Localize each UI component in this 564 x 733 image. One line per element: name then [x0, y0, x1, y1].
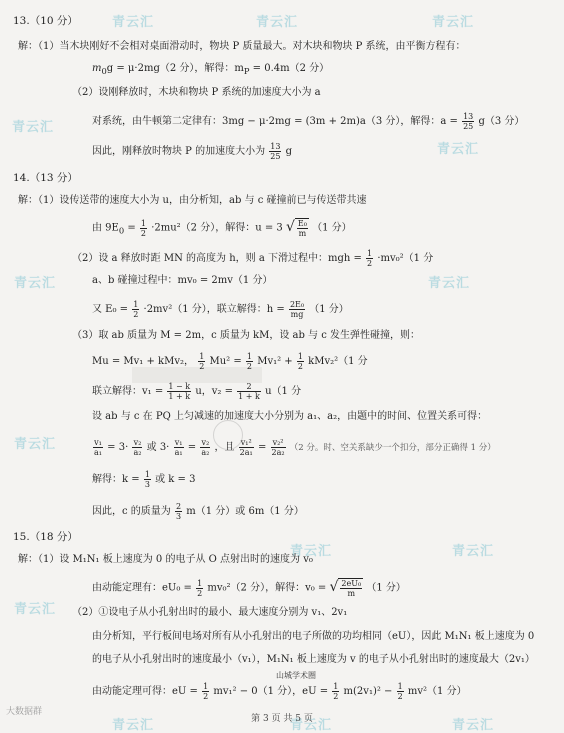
fraction: $\frac{2}{3}$: [175, 502, 182, 521]
watermark: 青云汇: [256, 15, 299, 30]
q14-line: （2）设 a 释放时距 MN 的高度为 h，则 a 下滑过程中：mgh = $\frac{1}{2}$ ·mv₀²（1 分: [72, 249, 434, 268]
fraction: $\frac{\text{v₂}}{\text{a₂}}$: [201, 438, 210, 457]
fraction: $\frac{1}{2}$: [367, 249, 373, 268]
fraction: $\frac{1}{2}$: [297, 352, 303, 371]
fraction: $\frac{\text{v₁²}}{\text{2a₁}}$: [239, 438, 253, 457]
q15-heading: 15.（18 分）: [13, 531, 78, 543]
fraction: $\frac{1}{2}$: [333, 682, 339, 701]
q15-line: 由动能定理可得：eU = $\frac{1}{2}$ mv₁² − 0（1 分），eU = $\frac{1}{2}$ m(2v₁)² − $\frac{1}{2}$ mv²（1 分）: [92, 682, 467, 701]
watermark: 青云汇: [14, 276, 57, 291]
watermark: 青云汇: [290, 718, 333, 733]
watermark: 青云汇: [452, 544, 495, 559]
q15-line: 由动能定理有：eU₀ = $\frac{1}{2}$ mv₀²（2 分），解得：v₀ = √ $\frac{\text{2eU₀}}{m}$ （1 分）: [92, 578, 406, 598]
q14-heading: 14.（13 分）: [13, 172, 78, 184]
watermark: 青云汇: [112, 15, 155, 30]
q14-line: （3）取 ab 质量为 M = 2m，c 质量为 kM，设 ab 与 c 发生弹性碰撞，则：: [72, 330, 421, 341]
q14-line: 因此，c 的质量为 $\frac{2}{3}$ m（1 分）或 6m（1 分）: [92, 502, 304, 521]
q14-line: 解：（1）设传送带的速度大小为 u，由分析知，ab 与 c 碰撞前已与传送带共速: [18, 195, 367, 206]
fraction: $\frac{1}{2}$: [203, 682, 209, 701]
q15-line: 的电子从小孔射出时的速度最小（v₁），M₁N₁ 板上速度为 v 的电子从小孔射出时的速度最大（2v₁）: [92, 654, 535, 665]
q14-line: $\frac{\text{v₁}}{\text{a₁}}$ = 3· $\frac{\text{v₂}}{\text{a₂}}$ 或 3· $\frac{\text{v₁}}{\text{a₁}}$ = $\frac{\text{v₂}}{\text{a₂}}$ ，且 $\frac{\text{v₁²}}{\text{2a₁}}$ = $\frac{\text{v₂²}}{\text{2a₂}}$ （2 分。时、空关系缺少一个扣分，部分正确得 1 分）: [94, 438, 496, 457]
fraction: $\frac{\text{v₂²}}{\text{2a₂}}$: [271, 438, 285, 457]
square-root: √ $\frac{\text{2eU₀}}{m}$: [329, 579, 362, 598]
q13-line: 解：（1）当木块刚好不会相对桌面滑动时，物块 P 质量最大。对木块和物块 P 系统，由平衡方程有：: [18, 41, 466, 52]
q14-line: 解得：k = $\frac{1}{3}$ 或 k = 3: [92, 470, 196, 489]
q15-line: （2）①设电子从小孔射出时的最小、最大速度分别为 v₁、2v₁: [72, 607, 348, 618]
page-footer: 第 3 页 共 5 页: [251, 714, 313, 724]
q14-line: 又 E₀ = $\frac{1}{2}$ ·2mv²（1 分），联立解得：h = $\frac{\text{2E₀}}{mg}$ （1 分）: [92, 300, 349, 319]
q14-line: 联立解得：v₁ = $\frac{1 - k}{1 + k}$ u，v₂ = $\frac{2}{1 + k}$ u（1 分: [92, 382, 302, 401]
fraction: $\frac{\text{2E₀}}{mg}$: [289, 300, 305, 319]
fraction: $\frac{1}{3}$: [144, 470, 150, 489]
watermark: 青云汇: [428, 276, 471, 291]
watermark: 青云汇: [112, 718, 155, 733]
fraction: $\frac{2}{1 + k}$: [238, 382, 260, 401]
watermark: 青云汇: [12, 120, 55, 135]
fraction: $\frac{1}{2}$: [199, 352, 205, 371]
watermark: 青云汇: [452, 718, 495, 733]
q14-line: a、b 碰撞过程中：mv₀ = 2mv（1 分）: [92, 275, 273, 286]
q13-line: 对系统，由牛顿第二定律有：3mg − μ·2mg = (3m + 2m)a（3 分），解得：a = $\frac{13}{25}$ g（3 分）: [92, 112, 525, 131]
fraction: $\frac{\text{v₁}}{\text{a₁}}$: [174, 438, 183, 457]
q15-line: 解：（1）设 M₁N₁ 板上速度为 0 的电子从 O 点射出时的速度为 v₀: [18, 554, 313, 565]
q13-line: （2）设刚释放时，木块和物块 P 系统的加速度大小为 a: [72, 87, 321, 98]
corner-logo: 大数据群: [6, 707, 43, 717]
source-mark: 山城学术圈: [276, 671, 316, 680]
fraction: $\frac{13}{25}$: [270, 142, 281, 161]
q13-line: 因此，刚释放时物块 P 的加速度大小为 $\frac{13}{25}$ g: [92, 142, 293, 161]
fraction: $\frac{1 - k}{1 + k}$: [168, 382, 191, 401]
q14-line: 设 ab 与 c 在 PQ 上匀减速的加速度大小分别为 a₁、a₂，由题中的时间、位置关系可得：: [92, 411, 488, 422]
q14-line: Mu = Mv₁ + kMv₂， $\frac{1}{2}$ Mu² = $\frac{1}{2}$ Mv₁² + $\frac{1}{2}$ kMv₂²（1 分: [92, 352, 368, 371]
fraction: $\frac{\text{v₂}}{\text{a₂}}$: [133, 438, 142, 457]
fraction: $\frac{\text{v₁}}{\text{a₁}}$: [94, 438, 102, 457]
q13-line: $m_0g = \mu\cdot 2mg(2$ 分），解得：$m_P = 0.4m(2$ 分）: [92, 63, 330, 76]
watermark: 青云汇: [14, 602, 57, 617]
q13-heading: 13.（10 分）: [13, 15, 78, 27]
square-root: √ $\frac{\text{E₀}}{m}$: [285, 219, 307, 238]
watermark: 青云汇: [290, 544, 333, 559]
fraction: $\frac{1}{2}$: [133, 300, 139, 319]
watermark: 青云汇: [432, 15, 475, 30]
fraction: $\frac{1}{2}$: [246, 352, 253, 371]
fraction: $\frac{1}{2}$: [397, 682, 403, 701]
q15-line: 由分析知，平行板间电场对所有从小孔射出的电子所做的功均相同（eU），因此 M₁N₁ 板上速度为 0: [92, 631, 535, 642]
q14-line: 由 $9E_0$ = $\frac{1}{2}$ ·2mu²（2 分），解得：u = 3 √ $\frac{\text{E₀}}{m}$ （1 分）: [92, 218, 352, 238]
fraction: $\frac{13}{25}$: [463, 112, 474, 131]
watermark: 青云汇: [437, 142, 480, 157]
watermark: 青云汇: [14, 437, 57, 452]
fraction: $\frac{1}{2}$: [140, 218, 146, 238]
fraction: $\frac{1}{2}$: [197, 578, 203, 598]
